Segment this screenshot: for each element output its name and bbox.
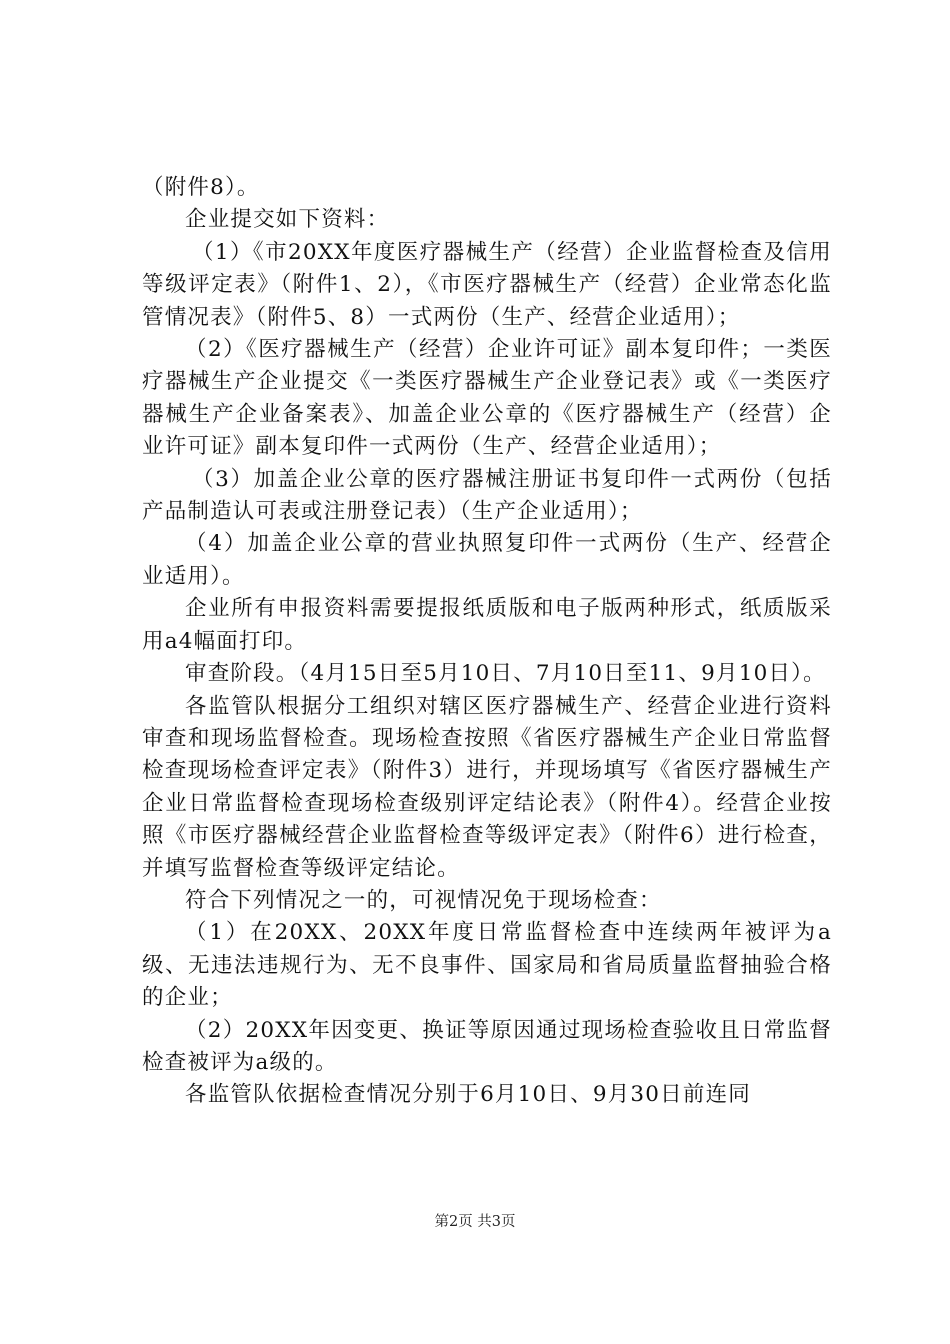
paragraph-materials-heading: 企业提交如下资料：	[185, 207, 390, 233]
paragraph-item-1: （1）《市20XX年度医疗器械生产（经营）企业监督检查及信用等级评定表》（附件1、2），《市医疗器械生产（经营）企业常态化监管情况表》（附件5、8）一式两份（生产、经营企业适用）；	[142, 239, 832, 330]
paragraph-item-4: （4）加盖企业公章的营业执照复印件一式两份（生产、经营企业适用）。	[142, 531, 832, 589]
paragraph-exemption-heading: 符合下列情况之一的，可视情况免于现场检查：	[185, 887, 662, 913]
paragraph-review-details: 各监管队根据分工组织对辖区医疗器械生产、经营企业进行资料审查和现场监督检查。现场检查按照《省医疗器械生产企业日常监督检查现场检查评定表》（附件3）进行，并现场填写《省医疗器械生产企业日常监督检查现场检查级别评定结论表》（附件4）。经营企业按照《市医疗器械经营企业监督检查等级评定表》（附件6）进行检查，并填写监督检查等级评定结论。	[142, 693, 832, 881]
paragraph-attachment-ref: （附件8）。	[142, 175, 260, 200]
document-body	[142, 172, 832, 1112]
paragraph-exemption-2: （2）20XX年因变更、换证等原因通过现场检查验收且日常监督检查被评为a级的。	[142, 1017, 832, 1075]
paragraph-format-note: 企业所有申报资料需要提报纸质版和电子版两种形式，纸质版采用a4幅面打印。	[142, 596, 832, 654]
paragraph-submission-deadline: 各监管队依据检查情况分别于6月10日、9月30日前连同	[185, 1082, 751, 1108]
paragraph-review-stage: 审查阶段。（4月15日至5月10日、7月10日至11、9月10日）。	[185, 661, 826, 687]
paragraph-exemption-1: （1）在20XX、20XX年度日常监督检查中连续两年被评为a级、无违法违规行为、无不良事件、国家局和省局质量监督抽验合格的企业；	[142, 920, 832, 1011]
paragraph-item-2: （2）《医疗器械生产（经营）企业许可证》副本复印件；一类医疗器械生产企业提交《一类医疗器械生产企业登记表》或《一类医疗器械生产企业备案表》、加盖企业公章的《医疗器械生产（经营）企业许可证》副本复印件一式两份（生产、经营企业适用）；	[142, 337, 832, 460]
paragraph-item-3: （3）加盖企业公章的医疗器械注册证书复印件一式两份（包括产品制造认可表或注册登记表）（生产企业适用）；	[142, 466, 832, 525]
page-number-footer: 第2页 共3页	[434, 1214, 516, 1230]
